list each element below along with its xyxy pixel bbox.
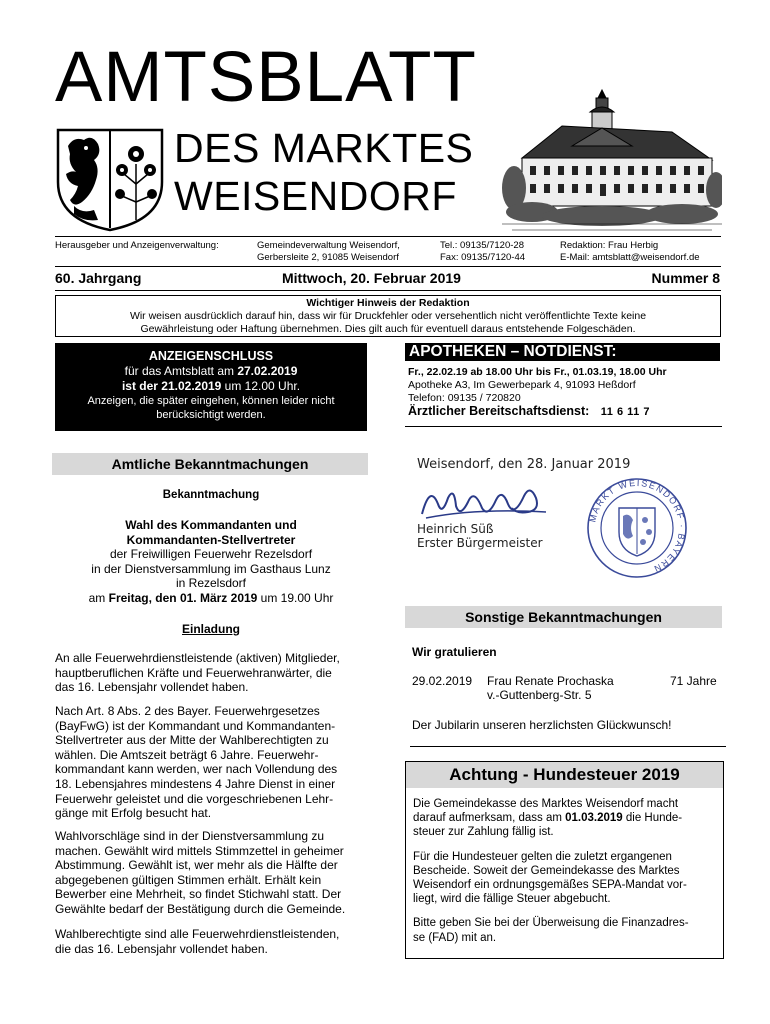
bekanntmachung-heading: Bekanntmachung — [162, 489, 260, 501]
hundesteuer-title: Achtung - Hundesteuer 2019 — [406, 762, 723, 788]
section-header-amtliche: Amtliche Bekanntmachungen — [52, 453, 368, 475]
sonstige-rule — [410, 746, 726, 747]
text-line: hauptberuflichen Kräfte und Feuerwehranwärter, die — [55, 665, 332, 680]
birthday-name: Frau Renate Prochaska — [487, 674, 614, 688]
text-line: Nach Art. 8 Abs. 2 des Bayer. Feuerwehrgesetzes — [55, 704, 320, 718]
gratulieren-heading: Wir gratulieren — [412, 645, 497, 659]
text-line: abgegebenen gültigen Stimmen erhält. Erhält kein — [55, 872, 322, 887]
issue-year: 60. Jahrgang — [55, 270, 142, 286]
text-line: Weisendorf ein ordnungsgemäßes SEPA-Mandat vor- — [413, 879, 687, 892]
official-seal-icon — [585, 476, 689, 580]
election-block — [55, 518, 367, 605]
text-line: se (FAD) mit an. — [413, 931, 497, 944]
editorial-notice-box — [55, 295, 721, 337]
text-line: Bitte geben Sie bei der Überweisung die Finanzadres- — [413, 917, 689, 930]
text-line: gänge mit Erfolg besucht hat. — [55, 806, 212, 821]
einladung-heading: Einladung — [182, 622, 240, 636]
hundesteuer-due-pre: darauf aufmerksam, dass am — [413, 812, 566, 825]
apotheken-phone: Telefon: 09135 / 720820 — [408, 392, 521, 404]
text-line: Die Gemeindekasse des Marktes Weisendorf macht — [413, 798, 679, 810]
text-line: machen. Gewählt wird mittels Stimmzettel in geheimer — [55, 843, 344, 858]
signature-scribble — [416, 478, 556, 526]
election-sub-1: der Freiwilligen Feuerwehr Rezelsdorf — [109, 547, 313, 561]
imprint-email: E-Mail: amtsblatt@weisendorf.de — [560, 252, 700, 263]
hundesteuer-paragraph-1 — [413, 797, 716, 840]
issue-number: Nummer 8 — [651, 270, 720, 286]
doctor-label: Ärztlicher Bereitschaftsdienst: — [408, 404, 590, 418]
masthead-rule-mid — [55, 266, 721, 267]
text-line: kommandant kann werden, wer nach Vollendung des — [55, 762, 338, 777]
masthead-rule-bottom — [55, 290, 721, 291]
anzeigenschluss-box — [55, 343, 367, 431]
text-line: Wahlvorschläge sind in der Dienstversammlung zu — [55, 829, 325, 843]
hundesteuer-box — [405, 761, 724, 959]
text-line: die das 16. Lebensjahr vollendet haben. — [55, 941, 268, 956]
notice-line-2: Gewährleistung oder Haftung übernehmen. Dies gilt auch für eventuell daraus entstehende Folgeschäden. — [140, 323, 636, 335]
apotheken-title: APOTHEKEN – NOTDIENST: — [405, 343, 720, 361]
apotheken-rule — [405, 426, 722, 427]
text-line: steuer zur Zahlung fällig ist. — [413, 826, 554, 839]
birthday-age: 71 Jahre — [670, 674, 717, 688]
text-line: Bewerber eine Mehrheit, so findet Stichwahl statt. Der — [55, 887, 342, 902]
birthday-street: v.-Guttenberg-Str. 5 — [487, 688, 592, 702]
election-sub-4 — [55, 591, 367, 606]
text-line: Feuerwehr geleistet und die vorgeschriebenen Lehr- — [55, 791, 334, 806]
anzeigenschluss-line-1 — [55, 364, 367, 379]
anzeigenschluss-line-1-text: für das Amtsblatt am — [124, 364, 238, 378]
hundesteuer-due-date: 01.03.2019 — [565, 812, 623, 825]
apotheken-address: Apotheke A3, Im Gewerbepark 4, 91093 Heßdorf — [408, 379, 636, 391]
text-line: Bescheide. Soweit der Gemeindekasse des Marktes — [413, 864, 680, 877]
seal-text: MARKT WEISENDORF · BAYERN — [587, 477, 688, 575]
signature-name: Heinrich Süß — [417, 522, 494, 536]
text-line: (BayFwG) ist der Kommandant und Kommandanten- — [55, 718, 336, 733]
anzeigenschluss-line-2 — [55, 379, 367, 394]
text-line: liegt, wird die fällige Steuer abgebucht. — [413, 893, 611, 906]
text-line — [413, 811, 716, 825]
anzeigenschluss-line-4: berücksichtigt werden. — [156, 409, 266, 421]
election-sub-2: in der Dienstversammlung im Gasthaus Lunz — [91, 561, 331, 576]
signature-place-date: Weisendorf, den 28. Januar 2019 — [417, 457, 631, 472]
masthead-title: AMTSBLATT — [55, 38, 477, 117]
imprint-editor: Redaktion: Frau Herbig — [560, 240, 659, 251]
notice-title: Wichtiger Hinweis der Redaktion — [306, 297, 470, 309]
text-line: Abstimmung. Gewählt ist, wer mehr als die Hälfte der — [55, 858, 338, 873]
amtliche-paragraph-2 — [55, 704, 367, 821]
imprint-label: Herausgeber und Anzeigenverwaltung: — [55, 240, 219, 251]
hundesteuer-paragraph-2 — [413, 850, 716, 907]
masthead-subtitle-1: DES MARKTES — [174, 125, 474, 171]
notice-line-1: Wir weisen ausdrücklich darauf hin, dass wir für Druckfehler oder versehentlich nicht veröffentlichte Texte keine — [129, 310, 647, 322]
birthday-wish: Der Jubilarin unseren herzlichsten Glückwunsch! — [412, 718, 672, 732]
masthead-subtitle-2: WEISENDORF — [174, 173, 457, 219]
masthead-rule-top — [55, 236, 721, 237]
text-line: das 16. Lebensjahr vollendet haben. — [55, 680, 249, 695]
imprint-fax: Fax: 09135/7120-44 — [440, 252, 526, 263]
amtliche-paragraph-1 — [55, 651, 367, 695]
text-line: Für die Hundesteuer gelten die zuletzt ergangenen — [413, 850, 672, 863]
signature-role: Erster Bürgermeister — [417, 536, 543, 550]
election-date-pre: am — [88, 590, 109, 605]
text-line: Gewählte bedarf der Bestätigung durch die Gemeinde. — [55, 901, 346, 916]
anzeigenschluss-time: um 12.00 Uhr. — [221, 379, 301, 393]
amtliche-paragraph-4 — [55, 927, 367, 956]
election-title-1: Wahl des Kommandanten und — [125, 518, 297, 532]
election-date: Freitag, den 01. März 2019 — [108, 590, 258, 605]
anzeigenschluss-deadline: ist der 21.02.2019 — [121, 379, 222, 393]
imprint-org-line2: Gerbersleite 2, 91085 Weisendorf — [257, 252, 399, 263]
doctor-service — [408, 404, 650, 418]
hundesteuer-paragraph-3 — [413, 916, 716, 944]
imprint-org-line1: Gemeindeverwaltung Weisendorf, — [257, 240, 400, 251]
doctor-number: 11 6 11 7 — [600, 406, 650, 418]
issue-date: Mittwoch, 20. Februar 2019 — [282, 270, 461, 286]
text-line: An alle Feuerwehrdienstleistende (aktiven) Mitglieder, — [55, 651, 340, 665]
anzeigenschluss-title: ANZEIGENSCHLUSS — [148, 349, 274, 363]
text-line: wählen. Die Amtszeit beträgt 6 Jahre. Feuerwehr- — [55, 747, 319, 762]
imprint-tel: Tel.: 09135/7120-28 — [440, 240, 524, 251]
apotheken-dates: Fr., 22.02.19 ab 18.00 Uhr bis Fr., 01.03.19, 18.00 Uhr — [408, 366, 667, 378]
election-title-2: Kommandanten-Stellvertreter — [126, 532, 296, 547]
section-header-sonstige: Sonstige Bekanntmachungen — [405, 606, 722, 628]
text-line: Wahlberechtigte sind alle Feuerwehrdienstleistenden, — [55, 927, 340, 941]
hundesteuer-due-post: die Hunde- — [622, 812, 683, 825]
text-line: 18. Lebensjahres mindestens 4 Jahre Dienst in einer — [55, 776, 336, 791]
birthday-date: 29.02.2019 — [412, 674, 473, 688]
text-line: Stellvertreter aus der Mitte der Wahlberechtigten zu — [55, 733, 329, 748]
coat-of-arms-icon — [54, 124, 166, 234]
anzeigenschluss-date: 27.02.2019 — [237, 364, 298, 378]
election-sub-3: in Rezelsdorf — [175, 576, 247, 590]
election-time: um 19.00 Uhr — [257, 590, 334, 605]
anzeigenschluss-line-3: Anzeigen, die später eingehen, können leider nicht — [87, 395, 335, 407]
amtliche-paragraph-3 — [55, 829, 367, 917]
castle-illustration — [502, 88, 722, 236]
